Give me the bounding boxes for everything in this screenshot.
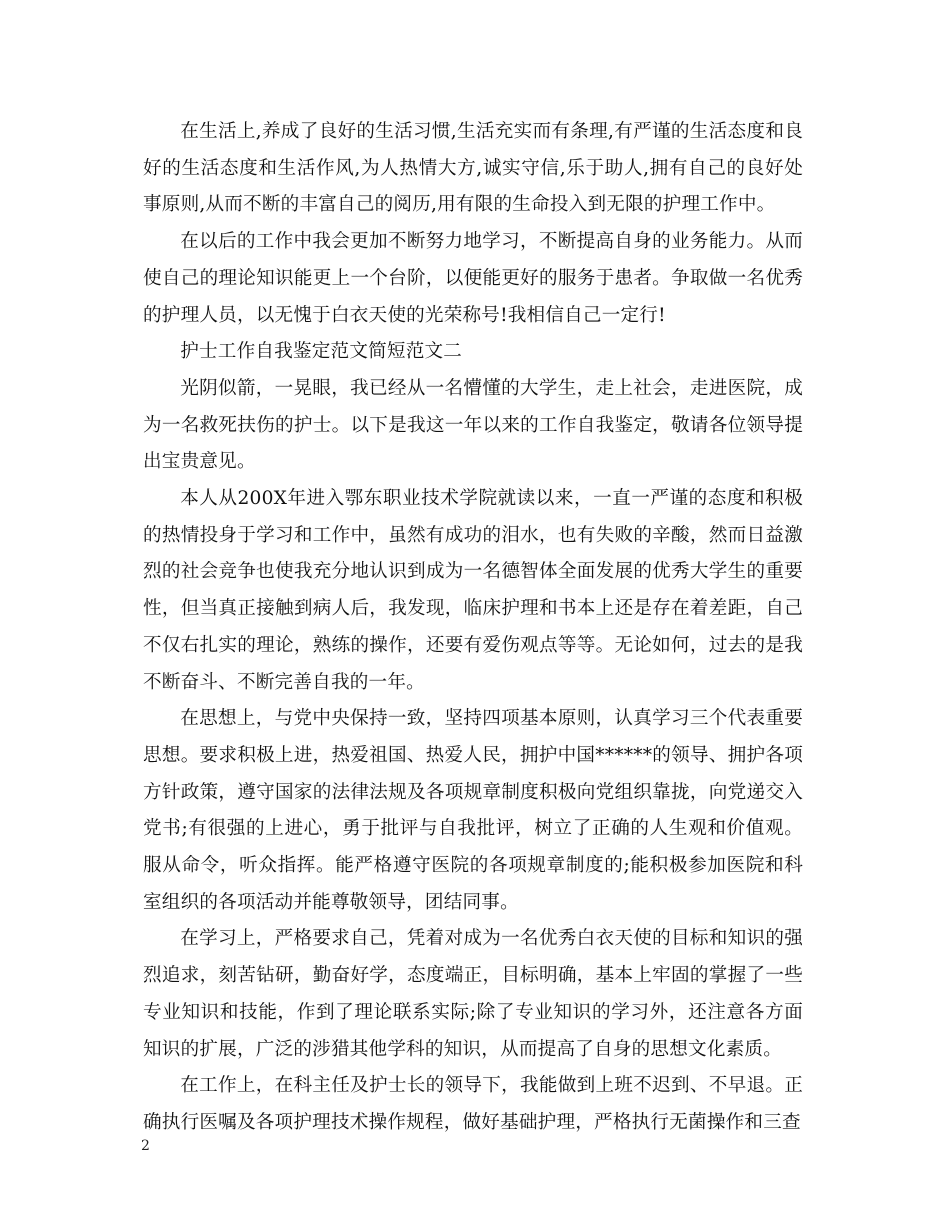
paragraph-ideology: 在思想上，与党中央保持一致，坚持四项基本原则，认真学习三个代表重要思想。要求积极上进，热爱祖国、热爱人民，拥护中国******的领导、拥护各项方针政策，遵守国家的法律法规及各项规章制度积极向党组织靠拢，向党递交入党书;有很强的上进心，勇于批评与自我批评，树立了正确的人生观和价值观。服从命令，听众指挥。能严格遵守医院的各项规章制度的;能积极参加医院和科室组织的各项活动并能尊敬领导，团结同事。 — [143, 708, 803, 913]
paragraph-intro: 光阴似箭，一晃眼，我已经从一名懵懂的大学生，走上社会，走进医院，成为一名救死扶伤的护士。以下是我这一年以来的工作自我鉴定，敬请各位领导提出宝贵意见。 — [143, 377, 803, 473]
paragraph-life: 在生活上,养成了良好的生活习惯,生活充实而有条理,有严谨的生活态度和良好的生活态度和生活作风,为人热情大方,诚实守信,乐于助人,拥有自己的良好处事原则,从而不断的丰富自己的阅历,用有限的生命投入到无限的护理工作中。 — [143, 121, 803, 216]
section-heading: 护士工作自我鉴定范文简短范文二 — [180, 341, 463, 363]
paragraph-future-work: 在以后的工作中我会更加不断努力地学习，不断提高自身的业务能力。从而使自己的理论知识能更上一个台阶，以便能更好的服务于患者。争取做一名优秀的护理人员，以无愧于白衣天使的光荣称号!我相信自己一定行! — [143, 231, 803, 326]
document-body — [143, 114, 803, 1142]
paragraph-study: 在学习上，严格要求自己，凭着对成为一名优秀白衣天使的目标和知识的强烈追求，刻苦钻研，勤奋好学，态度端正，目标明确，基本上牢固的掌握了一些专业知识和技能，作到了理论联系实际;除了专业知识的学习外，还注意各方面知识的扩展，广泛的涉猎其他学科的知识，从而提高了自身的思想文化素质。 — [143, 928, 803, 1060]
paragraph-work: 在工作上，在科主任及护士长的领导下，我能做到上班不迟到、不早退。正确执行医嘱及各项护理技术操作规程，做好基础护理，严格执行无菌操作和三查 — [143, 1075, 803, 1133]
page-number: 2 — [141, 1138, 150, 1154]
paragraph-background: 本人从200X年进入鄂东职业技术学院就读以来，一直一严谨的态度和积极的热情投身于学习和工作中，虽然有成功的泪水，也有失败的辛酸，然而日益激烈的社会竞争也使我充分地认识到成为一名德智体全面发展的优秀大学生的重要性，但当真正接触到病人后，我发现，临床护理和书本上还是存在着差距，自己不仅右扎实的理论，熟练的操作，还要有爱伤观点等等。无论如何，过去的是我不断奋斗、不断完善自我的一年。 — [143, 488, 803, 693]
